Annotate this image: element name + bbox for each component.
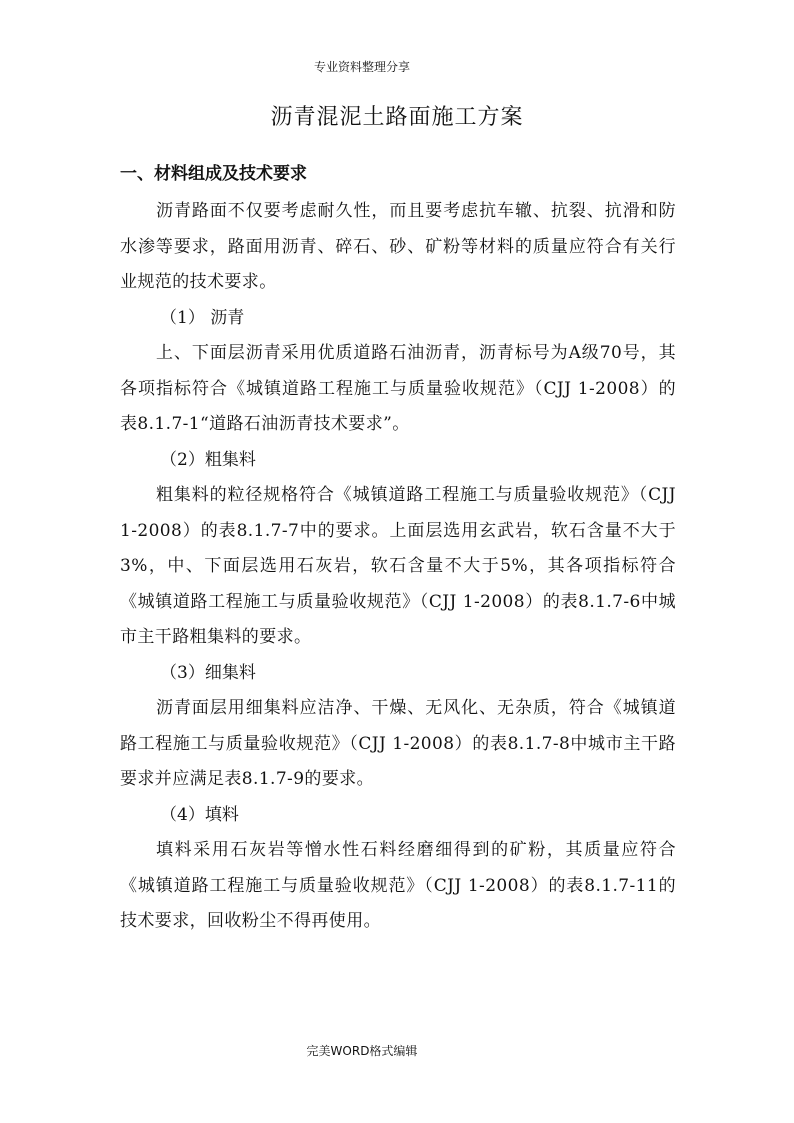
- page-header: [0, 58, 794, 75]
- footer-text: 完美WORD格式编辑: [306, 1044, 418, 1058]
- item-paragraph-asphalt: 上、下面层沥青采用优质道路石油沥青，沥青标号为A级70号，其各项指标符合《城镇道路工程施工与质量验收规范》（CJJ 1-2008）的表8.1.7-1“道路石油沥青技术要求”。: [120, 343, 676, 434]
- section-heading: 一、材料组成及技术要求: [120, 164, 307, 184]
- page-footer: [0, 1042, 794, 1059]
- header-text: 专业资料整理分享: [313, 60, 410, 74]
- item-label-coarse-aggregate: （2）粗集料: [160, 449, 256, 470]
- item-paragraph-fine-aggregate: 沥青面层用细集料应洁净、干燥、无风化、无杂质，符合《城镇道路工程施工与质量验收规范》（CJJ 1-2008）的表8.1.7-8中城市主干路要求并应满足表8.1.7-9的要求。: [120, 698, 676, 789]
- item-label-asphalt: （1） 沥青: [160, 307, 245, 328]
- section-intro-paragraph: 沥青路面不仅要考虑耐久性，而且要考虑抗车辙、抗裂、抗滑和防水渗等要求，路面用沥青、碎石、砂、矿粉等材料的质量应符合有关行业规范的技术要求。: [120, 201, 676, 292]
- document-title: 沥青混泥土路面施工方案: [270, 105, 524, 130]
- item-label-fine-aggregate: （3）细集料: [160, 662, 256, 683]
- item-label-filler: （4）填料: [160, 804, 239, 825]
- item-paragraph-coarse-aggregate: 粗集料的粒径规格符合《城镇道路工程施工与质量验收规范》（CJJ 1-2008）的表8.1.7-7中的要求。上面层选用玄武岩，软石含量不大于3%，中、下面层选用石灰岩，软石含量不大于5%，其各项指标符合《城镇道路工程施工与质量验收规范》（CJJ 1-2008）的表8.1.7-6中城市主干路粗集料的要求。: [120, 485, 676, 647]
- item-paragraph-filler: 填料采用石灰岩等憎水性石料经磨细得到的矿粉，其质量应符合《城镇道路工程施工与质量验收规范》（CJJ 1-2008）的表8.1.7-11的技术要求，回收粉尘不得再使用。: [120, 840, 676, 931]
- document-body: [120, 160, 676, 940]
